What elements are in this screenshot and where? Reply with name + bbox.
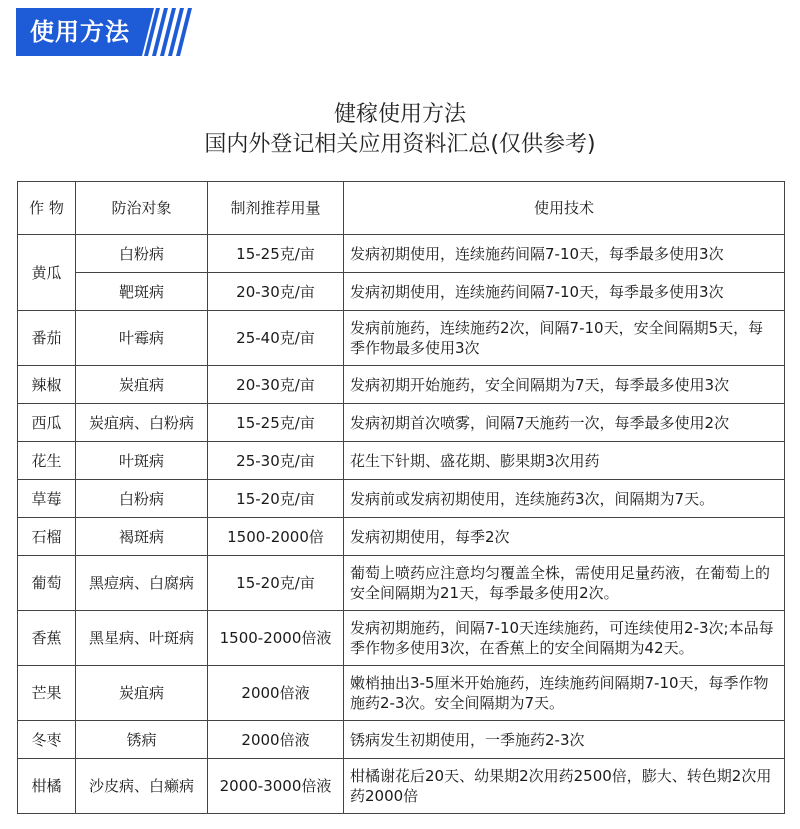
section-banner [16, 8, 194, 56]
cell-dose: 25-30克/亩 [208, 442, 344, 480]
cell-dose: 20-30克/亩 [208, 366, 344, 404]
cell-target: 黑星病、叶斑病 [76, 611, 208, 666]
cell-technique: 发病初期施药，间隔7-10天连续施药，可连续使用2-3次;本品每季作物多使用3次，在香蕉上的安全间隔期为42天。 [344, 611, 785, 666]
header-crop: 作 物 [18, 182, 76, 235]
cell-crop: 黄瓜 [18, 235, 76, 311]
cell-technique: 发病前施药，连续施药2次，间隔7-10天，安全间隔期5天，每季作物最多使用3次 [344, 311, 785, 366]
cell-technique: 发病前或发病初期使用，连续施药3次，间隔期为7天。 [344, 480, 785, 518]
header-technique: 使用技术 [344, 182, 785, 235]
cell-technique: 发病初期使用，连续施药间隔7-10天，每季最多使用3次 [344, 235, 785, 273]
cell-dose: 15-25克/亩 [208, 235, 344, 273]
cell-target: 靶斑病 [76, 273, 208, 311]
cell-target: 黑痘病、白腐病 [76, 556, 208, 611]
doc-title: 健稼使用方法 [333, 102, 466, 127]
table-row [18, 666, 785, 721]
cell-target: 白粉病 [76, 480, 208, 518]
table-row [18, 480, 785, 518]
table-row [18, 759, 785, 814]
cell-target: 炭疽病、白粉病 [76, 404, 208, 442]
cell-dose: 25-40克/亩 [208, 311, 344, 366]
cell-technique: 柑橘谢花后20天、幼果期2次用药2500倍，膨大、转色期2次用药2000倍 [344, 759, 785, 814]
cell-crop: 柑橘 [18, 759, 76, 814]
cell-dose: 15-25克/亩 [208, 404, 344, 442]
cell-technique: 葡萄上喷药应注意均匀覆盖全株，需使用足量药液，在葡萄上的安全间隔期为21天，每季最多使用2次。 [344, 556, 785, 611]
table-row [18, 556, 785, 611]
cell-crop: 西瓜 [18, 404, 76, 442]
cell-technique: 发病初期使用，连续施药间隔7-10天，每季最多使用3次 [344, 273, 785, 311]
table-row [18, 273, 785, 311]
cell-dose: 2000倍液 [208, 666, 344, 721]
table-row [18, 366, 785, 404]
cell-target: 褐斑病 [76, 518, 208, 556]
cell-crop: 草莓 [18, 480, 76, 518]
cell-dose: 15-20克/亩 [208, 556, 344, 611]
header-target: 防治对象 [76, 182, 208, 235]
cell-technique: 花生下针期、盛花期、膨果期3次用药 [344, 442, 785, 480]
table-row [18, 442, 785, 480]
cell-target: 炭疽病 [76, 666, 208, 721]
table-row [18, 611, 785, 666]
cell-technique: 锈病发生初期使用，一季施药2-3次 [344, 721, 785, 759]
usage-table [17, 181, 785, 814]
cell-technique: 发病初期使用，每季2次 [344, 518, 785, 556]
table-row [18, 721, 785, 759]
header-dose: 制剂推荐用量 [208, 182, 344, 235]
doc-subtitle: 国内外登记相关应用资料汇总(仅供参考) [204, 132, 596, 157]
table-row [18, 518, 785, 556]
cell-target: 叶霉病 [76, 311, 208, 366]
cell-crop: 石榴 [18, 518, 76, 556]
cell-crop: 香蕉 [18, 611, 76, 666]
table-row [18, 235, 785, 273]
cell-dose: 2000-3000倍液 [208, 759, 344, 814]
cell-technique: 嫩梢抽出3-5厘米开始施药，连续施药间隔期7-10天，每季作物施药2-3次。安全间隔期为7天。 [344, 666, 785, 721]
cell-dose: 1500-2000倍液 [208, 611, 344, 666]
cell-dose: 20-30克/亩 [208, 273, 344, 311]
cell-crop: 辣椒 [18, 366, 76, 404]
table-row [18, 311, 785, 366]
cell-technique: 发病初期首次喷雾，间隔7天施药一次，每季最多使用2次 [344, 404, 785, 442]
cell-dose: 2000倍液 [208, 721, 344, 759]
cell-target: 炭疽病 [76, 366, 208, 404]
table-row [18, 404, 785, 442]
cell-target: 沙皮病、白癞病 [76, 759, 208, 814]
cell-crop: 冬枣 [18, 721, 76, 759]
cell-crop: 葡萄 [18, 556, 76, 611]
cell-target: 白粉病 [76, 235, 208, 273]
cell-target: 叶斑病 [76, 442, 208, 480]
cell-crop: 番茄 [18, 311, 76, 366]
cell-dose: 1500-2000倍 [208, 518, 344, 556]
cell-target: 锈病 [76, 721, 208, 759]
cell-dose: 15-20克/亩 [208, 480, 344, 518]
cell-technique: 发病初期开始施药，安全间隔期为7天，每季最多使用3次 [344, 366, 785, 404]
banner-label: 使用方法 [30, 18, 130, 46]
cell-crop: 芒果 [18, 666, 76, 721]
cell-crop: 花生 [18, 442, 76, 480]
table-header-row [18, 182, 785, 235]
